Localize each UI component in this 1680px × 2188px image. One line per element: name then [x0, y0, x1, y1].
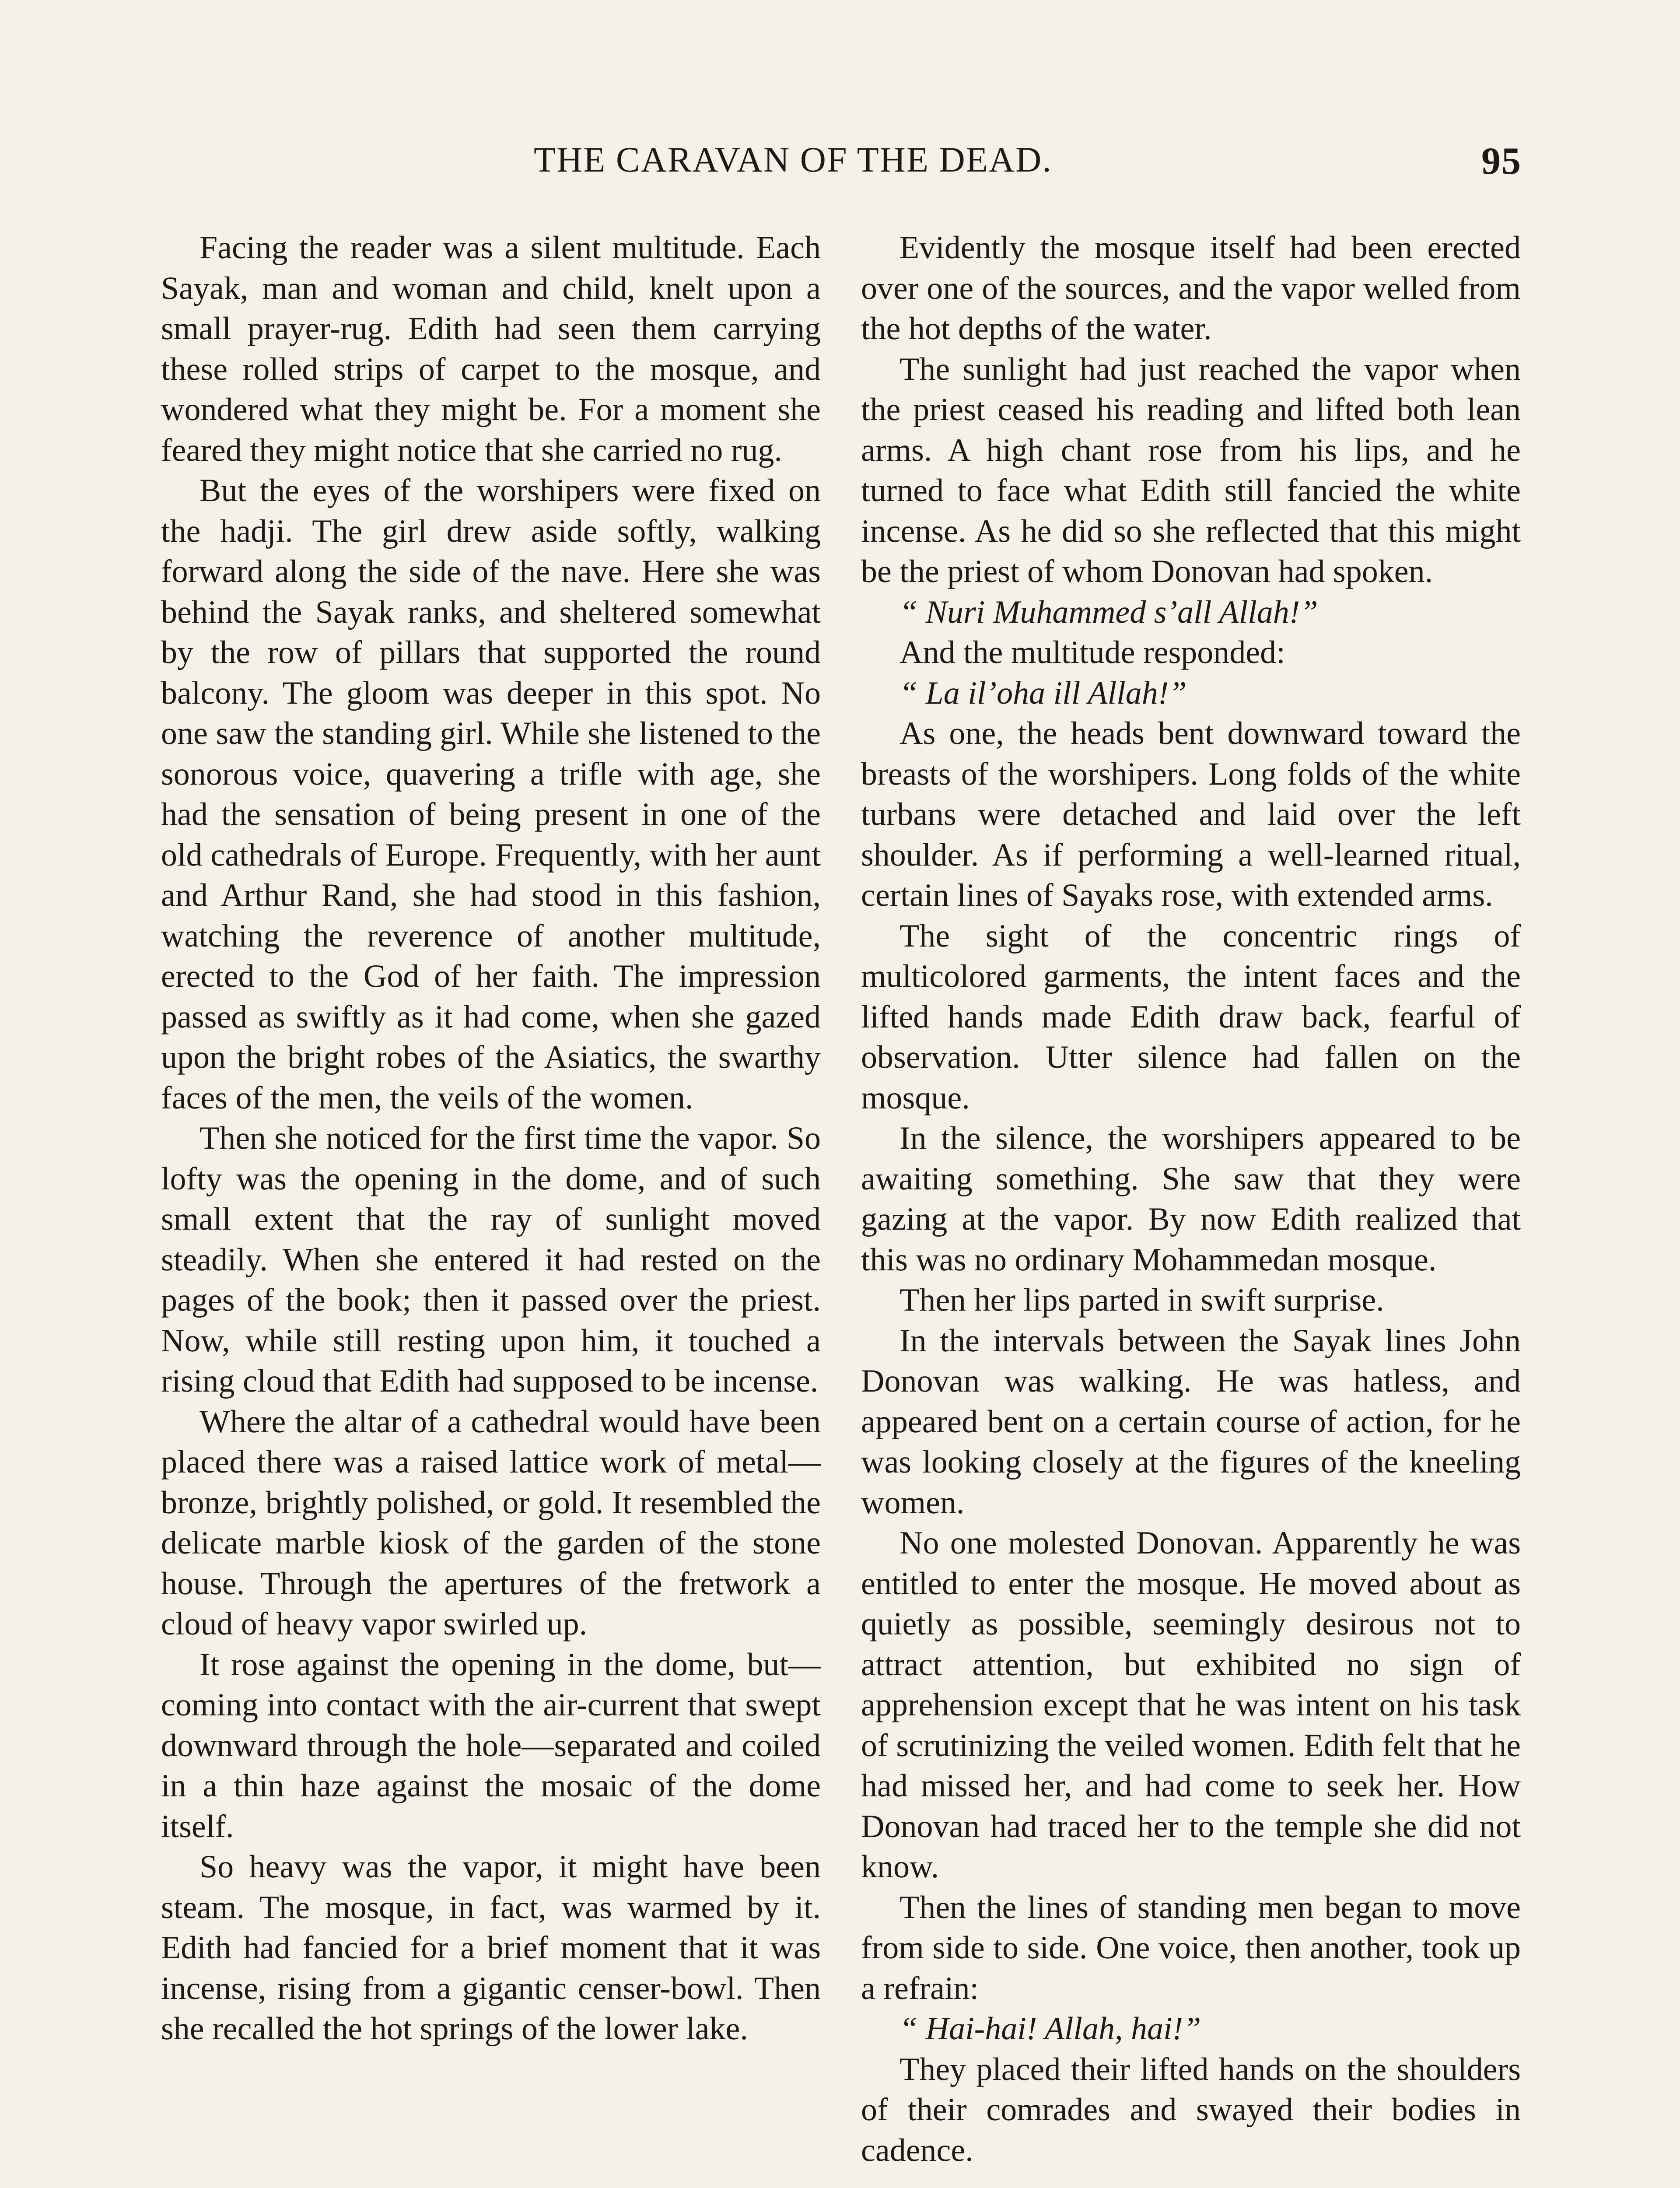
paragraph: Then the lines of standing men began to move from side to side. One voice, then another, took up a refrain: — [861, 1889, 1521, 2006]
quoted-chant: “ Nuri Muhammed s’all Allah!” — [900, 594, 1318, 630]
paragraph: So heavy was the vapor, it might have been steam. The mosque, in fact, was warmed by it. Edith had fancied for a brief moment that it was incense, rising from a gigantic censer-bowl. Then she recalled the hot springs of the lower lake. — [161, 1849, 821, 2047]
paragraph: And the multitude responded: — [900, 635, 1285, 670]
quoted-chant: “ La il’oha ill Allah!” — [900, 675, 1187, 711]
left-column — [161, 228, 821, 2049]
paragraph: In the intervals between the Sayak lines John Donovan was walking. He was hatless, and appeared bent on a certain course of action, for he was looking closely at the figures of the kneeling women. — [861, 1322, 1521, 1521]
running-header — [534, 139, 1522, 187]
right-column — [861, 228, 1521, 2170]
paragraph: Then her lips parted in swift surprise. — [900, 1282, 1384, 1318]
paragraph: They placed their lifted hands on the shoulders of their comrades and swayed their bodies in cadence. — [861, 2051, 1521, 2168]
paragraph: It rose against the opening in the dome, but—coming into contact with the air-current that swept downward through the hole—separated and coiled in a thin haze against the mosaic of the dome itself. — [161, 1646, 821, 1844]
paragraph: No one molested Donovan. Apparently he was entitled to enter the mosque. He moved about as quietly as possible, seemingly desirous not to attract attention, but exhibited no sign of apprehension except that he was intent on his task of scrutinizing the veiled women. Edith felt that he had missed her, and had come to seek her. How Donovan had traced her to the temple she did not know. — [861, 1525, 1521, 1885]
chapter-title: THE CARAVAN OF THE DEAD. — [534, 140, 1052, 179]
paragraph: But the eyes of the worshipers were fixed on the hadji. The girl drew aside softly, walking forward along the side of the nave. Here she was behind the Sayak ranks, and sheltered somewhat by the row of pillars that supported the round balcony. The gloom was deeper in this spot. No one saw the standing girl. While she listened to the sonorous voice, quavering a trifle with age, she had the sensation of being present in one of the old cathedrals of Europe. Frequently, with her aunt and Arthur Rand, she had stood in this fashion, watching the reverence of another multitude, erected to the God of her faith. The impression passed as swiftly as it had come, when she gazed upon the bright robes of the Asiatics, the swarthy faces of the men, the veils of the women. — [161, 473, 821, 1116]
quoted-chant: “ Hai-hai! Allah, hai!” — [900, 2011, 1201, 2047]
paragraph: The sight of the concentric rings of multicolored garments, the intent faces and the lifted hands made Edith draw back, fearful of observation. Utter silence had fallen on the mosque. — [861, 918, 1521, 1116]
paragraph: In the silence, the worshipers appeared to be awaiting something. She saw that they were gazing at the vapor. By now Edith realized that this was no ordinary Mohammedan mosque. — [861, 1120, 1521, 1278]
paragraph: As one, the heads bent downward toward the breasts of the worshipers. Long folds of the white turbans were detached and laid over the left shoulder. As if performing a well-learned ritual, certain lines of Sayaks rose, with extended arms. — [861, 715, 1521, 913]
page-number: 95 — [1481, 140, 1522, 182]
paragraph: Evidently the mosque itself had been erected over one of the sources, and the vapor welled from the hot depths of the water. — [861, 230, 1521, 347]
paragraph: Where the altar of a cathedral would have been placed there was a raised lattice work of metal—bronze, brightly polished, or gold. It resembled the delicate marble kiosk of the garden of the stone house. Through the apertures of the fretwork a cloud of heavy vapor swirled up. — [161, 1403, 821, 1642]
paragraph: Then she noticed for the first time the vapor. So lofty was the opening in the dome, and of such small extent that the ray of sunlight moved steadily. When she entered it had rested on the pages of the book; then it passed over the priest. Now, while still resting upon him, it touched a rising cloud that Edith had supposed to be incense. — [161, 1120, 821, 1399]
paragraph: The sunlight had just reached the vapor when the priest ceased his reading and lifted both lean arms. A high chant rose from his lips, and he turned to face what Edith still fancied the white incense. As he did so she reflected that this might be the priest of whom Donovan had spoken. — [861, 351, 1521, 589]
paragraph: Facing the reader was a silent multitude. Each Sayak, man and woman and child, knelt upon a small prayer-rug. Edith had seen them carrying these rolled strips of carpet to the mosque, and wondered what they might be. For a moment she feared they might notice that she carried no rug. — [161, 230, 821, 468]
